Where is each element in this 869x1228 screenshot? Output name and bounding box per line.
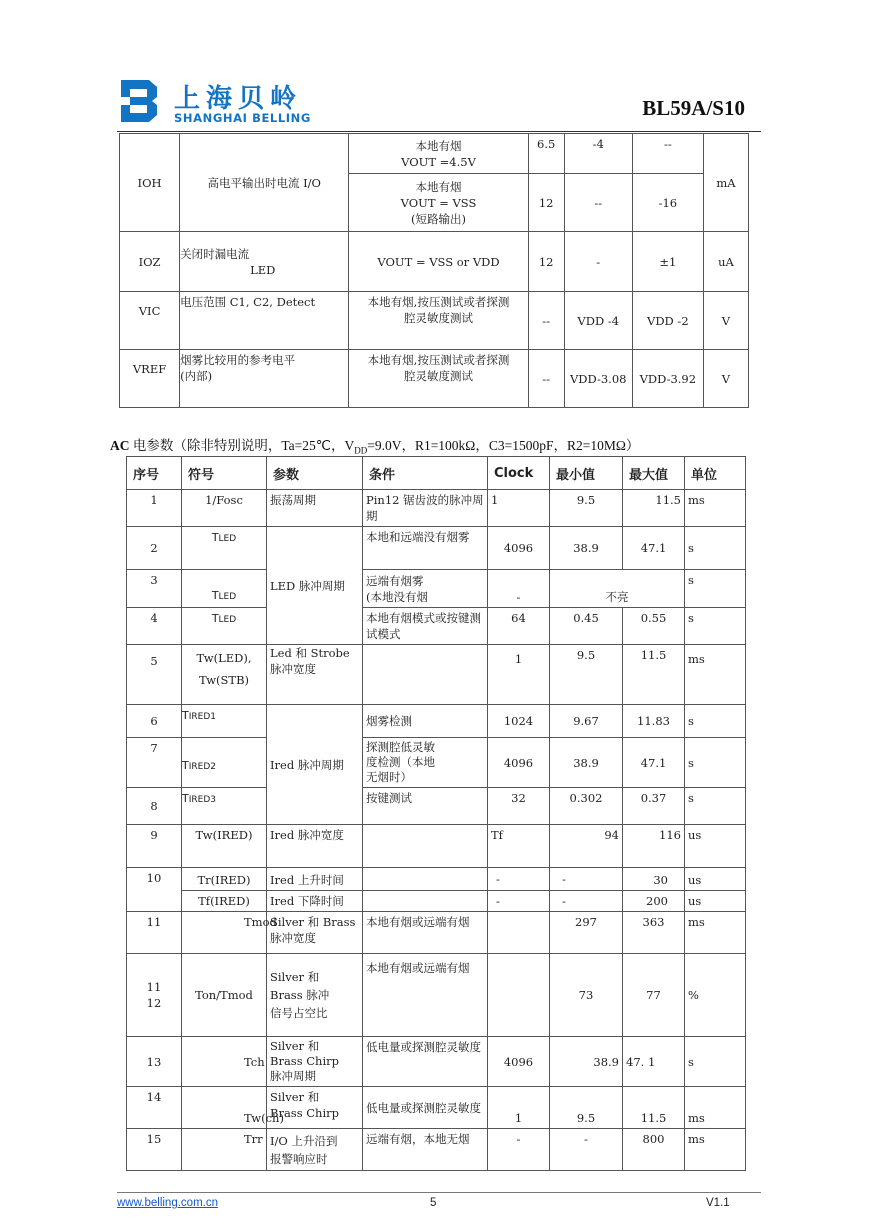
- row-unit: s: [685, 705, 746, 738]
- dc-symbol: IOH: [120, 134, 180, 232]
- row-param: Ired 下降时间: [267, 891, 363, 912]
- table-row: [120, 232, 749, 292]
- row-min: 9.67: [550, 705, 623, 738]
- row-max: 11.5: [623, 1087, 685, 1129]
- header-param: 参数: [267, 457, 363, 490]
- condition-line: 远端有烟雾: [366, 573, 424, 588]
- row-no: 15: [127, 1129, 182, 1171]
- row-max: 0.55: [623, 608, 685, 645]
- row-clock: 4096: [488, 527, 550, 570]
- row-symbol: Tr(IRED): [182, 868, 267, 891]
- table-row: [127, 1129, 746, 1171]
- condition-line: 本地有烟,按压测试或者探测: [367, 353, 510, 367]
- param-text: Silver 和 Brass 脉冲宽度: [270, 915, 356, 945]
- row-clock: [488, 912, 550, 954]
- row-condition: [363, 891, 488, 912]
- row-clock: 1: [488, 645, 550, 705]
- row-max: 47.1: [623, 738, 685, 788]
- row-no: 5: [127, 645, 182, 705]
- row-unit: ms: [685, 490, 746, 527]
- ac-title-rest: =9.0V，R1=100kΩ，C3=1500pF，R2=10MΩ）: [367, 438, 640, 453]
- dc-param: 电压范围 C1, C2, Detect: [180, 292, 349, 350]
- dc-condition: [349, 350, 528, 408]
- row-unit: ms: [685, 645, 746, 705]
- row-no: [127, 868, 182, 912]
- row-clock: 64: [488, 608, 550, 645]
- dc-unit: mA: [703, 134, 748, 232]
- row-no: 9: [127, 825, 182, 868]
- row-condition: [363, 645, 488, 705]
- row-unit: s: [685, 570, 746, 608]
- row-symbol: [182, 788, 267, 825]
- row-min: 38.9: [550, 527, 623, 570]
- row-max: 11.5: [623, 645, 685, 705]
- table-row: [127, 1087, 746, 1129]
- condition-line: (本地没有烟: [366, 589, 428, 604]
- row-symbol: 1/Fosc: [182, 490, 267, 527]
- row-max: 30: [623, 868, 685, 891]
- table-row: [127, 490, 746, 527]
- row-min: 38.9: [550, 738, 623, 788]
- table-row: [127, 868, 746, 891]
- header-divider: [117, 131, 761, 132]
- row-max: 11.5: [623, 490, 685, 527]
- row-clock: 1: [488, 490, 550, 527]
- table-row: [120, 350, 749, 408]
- row-symbol: [182, 527, 267, 570]
- row-max: 47. 1: [623, 1037, 685, 1087]
- row-unit: s: [685, 527, 746, 570]
- condition-line: (短路输出): [411, 211, 466, 226]
- dc-symbol: [120, 350, 180, 408]
- row-condition: 远端有烟，本地无烟: [363, 1129, 488, 1171]
- param-line: Led 和 Strobe: [270, 646, 350, 660]
- document-code: BL59A/S10: [642, 96, 745, 120]
- row-symbol: Tch: [182, 1037, 267, 1087]
- row-symbol: [182, 705, 267, 738]
- symbol-subscript: LED: [218, 615, 237, 625]
- dc-unit: V: [703, 350, 748, 408]
- row-symbol: Tmod: [182, 912, 267, 954]
- symbol-subscript: IRED2: [188, 762, 216, 772]
- row-unit: ms: [685, 1129, 746, 1171]
- row-symbol: [182, 738, 267, 788]
- row-symbol: Ton/Tmod: [182, 954, 267, 1037]
- symbol-t: T: [211, 612, 219, 625]
- header-unit: 单位: [685, 457, 746, 490]
- row-condition: [363, 570, 488, 608]
- dc-condition: [349, 134, 528, 174]
- row-condition: [363, 825, 488, 868]
- row-max: 47.1: [623, 527, 685, 570]
- row-clock: Tf: [488, 825, 550, 868]
- header-no: 序号: [127, 457, 182, 490]
- row-clock: 32: [488, 788, 550, 825]
- param-line: Silver 和: [270, 970, 320, 984]
- symbol-t: T: [182, 709, 189, 722]
- row-unit: us: [685, 825, 746, 868]
- website-link[interactable]: www.belling.com.cn: [117, 1197, 218, 1209]
- row-param: [267, 912, 363, 954]
- param-line: Brass Chirp: [270, 1106, 340, 1120]
- row-max: 11.83: [623, 705, 685, 738]
- param-line: Silver 和: [270, 1090, 320, 1104]
- condition-line: 本地有烟: [415, 138, 462, 153]
- dc-value: -: [564, 232, 632, 292]
- row-no: 11: [127, 912, 182, 954]
- ac-title-bold: AC: [110, 438, 130, 453]
- param-line: (内部): [180, 369, 213, 383]
- row-clock: 4096: [488, 738, 550, 788]
- row-param: LED 脉冲周期: [267, 527, 363, 645]
- row-param: [267, 645, 363, 705]
- row-condition: 按键测试: [363, 788, 488, 825]
- row-unit: %: [685, 954, 746, 1037]
- row-max: 800: [623, 1129, 685, 1171]
- row-min: 9.5: [550, 490, 623, 527]
- param-wrap: [270, 1039, 359, 1083]
- dc-param: 高电平输出时电流 I/O: [180, 134, 349, 232]
- condition-line: VOUT = VSS: [400, 195, 477, 210]
- symbol-t: T: [211, 531, 219, 544]
- table-row: [127, 891, 746, 912]
- logo-english-name: SHANGHAI BELLING: [174, 111, 311, 125]
- dc-unit: uA: [703, 232, 748, 292]
- table-row: [127, 788, 746, 825]
- condition-line: 腔灵敏度测试: [404, 311, 473, 325]
- row-min: 94: [550, 825, 623, 868]
- row-no: 4: [127, 608, 182, 645]
- dc-value: -4: [564, 134, 632, 174]
- dc-condition: [349, 174, 528, 232]
- row-symbol: [182, 608, 267, 645]
- row-condition: 低电量或探测腔灵敏度: [363, 1087, 488, 1129]
- symbol-text: VIC: [138, 303, 161, 318]
- ac-title-subscript: DD: [354, 445, 368, 456]
- row-param: [267, 1129, 363, 1171]
- symbol-subscript: LED: [218, 592, 237, 602]
- header-max: 最大值: [623, 457, 685, 490]
- param-line: I/O 上升沿到: [270, 1133, 338, 1148]
- row-no: 7: [127, 738, 182, 788]
- row-max: 200: [623, 891, 685, 912]
- row-symbol: [182, 570, 267, 608]
- table-row: [127, 825, 746, 868]
- symbol-t: T: [211, 589, 219, 602]
- dc-value: ±1: [632, 232, 703, 292]
- param-line: 脉冲宽度: [270, 662, 316, 676]
- company-logo: [117, 78, 317, 126]
- row-no: [127, 954, 182, 1037]
- condition-line: 本地有烟: [415, 179, 462, 194]
- row-unit: s: [685, 788, 746, 825]
- row-no: 14: [127, 1087, 182, 1129]
- condition-line: 腔灵敏度测试: [404, 369, 473, 383]
- row-symbol: [182, 645, 267, 705]
- dc-condition: VOUT = VSS or VDD: [349, 232, 528, 292]
- row-clock: [488, 954, 550, 1037]
- dc-condition: [349, 292, 528, 350]
- row-param: 振荡周期: [267, 490, 363, 527]
- row-no: 1: [127, 490, 182, 527]
- row-min: -: [550, 891, 623, 912]
- ac-parameter-table: [126, 456, 746, 1171]
- condition-line: 无烟时）: [366, 770, 412, 784]
- header-symbol: 符号: [182, 457, 267, 490]
- param-line: 报警响应时: [270, 1151, 328, 1166]
- row-merged-value: 不亮: [550, 570, 685, 608]
- table-header-row: [127, 457, 746, 490]
- row-min: -: [550, 868, 623, 891]
- table-row: [127, 705, 746, 738]
- dc-value: --: [632, 134, 703, 174]
- row-condition: Pin12 锯齿波的脉冲周期: [363, 490, 488, 527]
- symbol-subscript: IRED3: [188, 795, 216, 805]
- logo-chinese-name: 上海贝岭: [174, 84, 303, 114]
- param-line: Silver 和: [270, 1039, 320, 1053]
- row-max: 0.37: [623, 788, 685, 825]
- table-row: [127, 527, 746, 570]
- row-min: 38.9: [550, 1037, 623, 1087]
- table-row: [127, 1037, 746, 1087]
- symbol-subscript: LED: [218, 534, 237, 544]
- page-number: 5: [430, 1197, 437, 1209]
- row-param: Ired 脉冲周期: [267, 705, 363, 825]
- dc-unit: V: [703, 292, 748, 350]
- condition-line: VOUT =4.5V: [401, 154, 476, 169]
- symbol-text: VREF: [132, 361, 167, 376]
- dc-value: --: [564, 174, 632, 232]
- table-row: [127, 738, 746, 788]
- dc-value: 12: [528, 174, 564, 232]
- row-symbol: Trr: [182, 1129, 267, 1171]
- table-row: [127, 608, 746, 645]
- row-condition: 本地和远端没有烟雾: [363, 527, 488, 570]
- row-param: [267, 1037, 363, 1087]
- row-min: 0.302: [550, 788, 623, 825]
- dc-symbol: IOZ: [120, 232, 180, 292]
- ac-section-title: [110, 434, 639, 456]
- row-symbol: Tf(IRED): [182, 891, 267, 912]
- row-condition: [363, 868, 488, 891]
- dc-value: --: [528, 350, 564, 408]
- row-clock: 4096: [488, 1037, 550, 1087]
- row-min: 297: [550, 912, 623, 954]
- version-label: V1.1: [706, 1197, 730, 1209]
- belling-logo-icon: [117, 78, 161, 124]
- header-min: 最小值: [550, 457, 623, 490]
- row-clock: 1024: [488, 705, 550, 738]
- row-max: 116: [623, 825, 685, 868]
- condition-line: 度检测（本地: [366, 755, 435, 769]
- dc-param: [180, 232, 349, 292]
- row-condition: 烟雾检测: [363, 705, 488, 738]
- row-no-line: 12: [146, 996, 162, 1010]
- table-row: [120, 134, 749, 174]
- row-unit: ms: [685, 912, 746, 954]
- row-no: 13: [127, 1037, 182, 1087]
- row-min: 73: [550, 954, 623, 1037]
- row-condition: 本地有烟或远端有烟: [363, 912, 488, 954]
- row-clock: -: [488, 868, 550, 891]
- row-min: 0.45: [550, 608, 623, 645]
- dc-value: -16: [632, 174, 703, 232]
- dc-value: 12: [528, 232, 564, 292]
- row-condition: 低电量或探测腔灵敏度: [363, 1037, 488, 1087]
- param-line: 信号占空比: [270, 1006, 328, 1020]
- param-line: 关闭时漏电流: [180, 246, 250, 261]
- row-min: -: [550, 1129, 623, 1171]
- row-max: 363: [623, 912, 685, 954]
- row-no: 3: [127, 570, 182, 608]
- ac-title-text: 电参数（除非特别说明，Ta=25℃，V: [129, 438, 355, 453]
- row-clock: -: [488, 891, 550, 912]
- row-no: 8: [127, 788, 182, 825]
- row-condition: 本地有烟或远端有烟: [363, 954, 488, 1037]
- symbol-t: T: [182, 759, 189, 772]
- param-line: 脉冲周期: [270, 1069, 316, 1083]
- row-no-line: 11: [146, 980, 162, 994]
- row-clock: -: [488, 1129, 550, 1171]
- condition-line: 本地有烟,按压测试或者探测: [367, 295, 510, 309]
- row-max: 77: [623, 954, 685, 1037]
- table-row: [127, 570, 746, 608]
- footer-divider: [117, 1192, 761, 1193]
- row-unit: s: [685, 738, 746, 788]
- header-clock: Clock: [488, 457, 550, 490]
- symbol-line: Tw(LED),: [196, 651, 252, 665]
- row-no-text: 10: [146, 871, 162, 885]
- row-param: Ired 脉冲宽度: [267, 825, 363, 868]
- symbol-subscript: IRED1: [188, 712, 216, 722]
- param-line: Brass 脉冲: [270, 988, 330, 1002]
- dc-value: VDD-3.92: [632, 350, 703, 408]
- param-line: Brass Chirp: [270, 1054, 340, 1068]
- dc-value: VDD-3.08: [564, 350, 632, 408]
- row-condition: 本地有烟模式或按键测试模式: [363, 608, 488, 645]
- row-condition: [363, 738, 488, 788]
- header-condition: 条件: [363, 457, 488, 490]
- param-line: 烟雾比较用的参考电平: [180, 353, 296, 367]
- row-unit: s: [685, 608, 746, 645]
- dc-value: --: [528, 292, 564, 350]
- row-clock: -: [488, 570, 550, 608]
- row-min: 9.5: [550, 1087, 623, 1129]
- row-symbol: Tw(ch): [182, 1087, 267, 1129]
- row-param: Ired 上升时间: [267, 868, 363, 891]
- table-row: [127, 645, 746, 705]
- row-unit: us: [685, 868, 746, 891]
- row-min: 9.5: [550, 645, 623, 705]
- row-no: 6: [127, 705, 182, 738]
- row-unit: ms: [685, 1087, 746, 1129]
- row-symbol: Tw(IRED): [182, 825, 267, 868]
- table-row: [127, 954, 746, 1037]
- row-no: 2: [127, 527, 182, 570]
- row-clock: 1: [488, 1087, 550, 1129]
- table-row: [127, 912, 746, 954]
- dc-parameter-table: [119, 133, 749, 408]
- dc-param: [180, 350, 349, 408]
- param-line: LED: [250, 262, 276, 277]
- row-unit: s: [685, 1037, 746, 1087]
- dc-value: VDD -4: [564, 292, 632, 350]
- symbol-line: Tw(STB): [198, 673, 250, 687]
- dc-value: 6.5: [528, 134, 564, 174]
- symbol-t: T: [182, 792, 189, 805]
- row-param: [267, 954, 363, 1037]
- table-row: [120, 292, 749, 350]
- dc-value: VDD -2: [632, 292, 703, 350]
- condition-line: 探测腔低灵敏: [366, 740, 435, 754]
- dc-symbol: [120, 292, 180, 350]
- row-unit: us: [685, 891, 746, 912]
